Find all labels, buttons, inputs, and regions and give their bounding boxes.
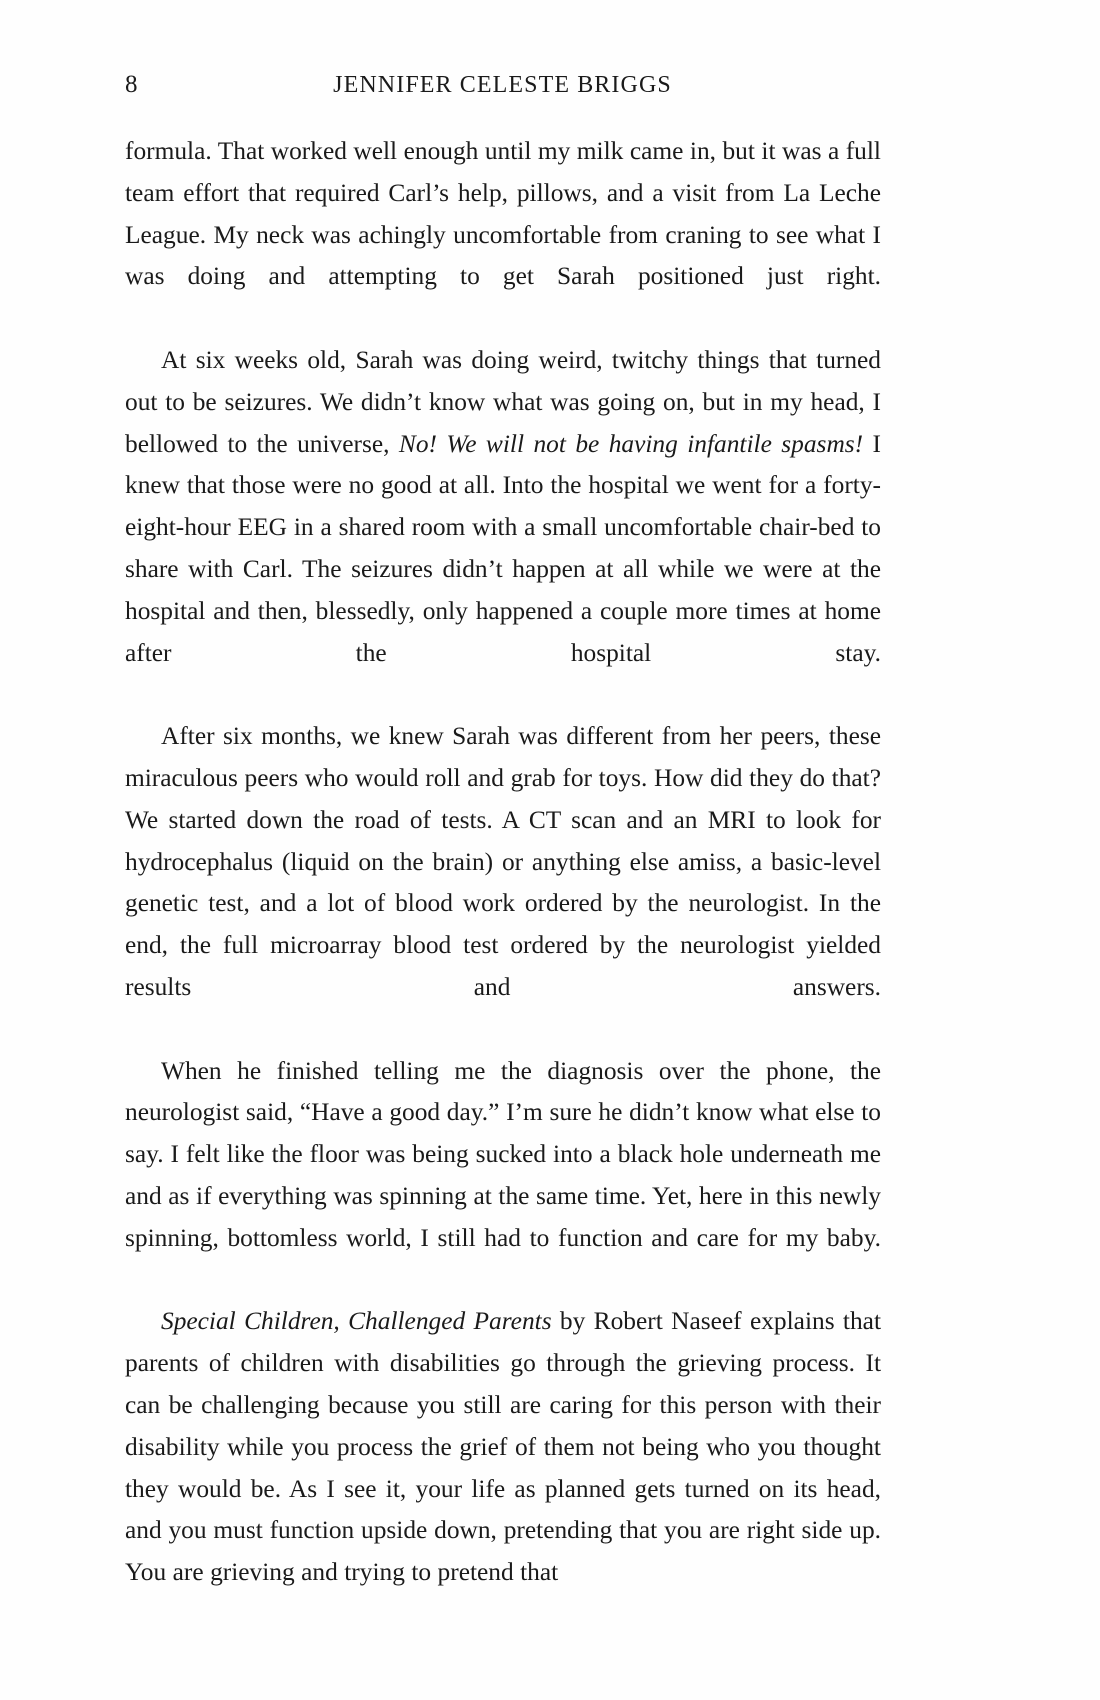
paragraph-4 — [125, 1051, 881, 1302]
paragraph-3 — [125, 716, 881, 1050]
running-head-title: JENNIFER CELESTE BRIGGS — [333, 72, 672, 98]
paragraph-1-text: formula. That worked well enough until my milk came in, but it was a full team effort that required Carl’s help, pillows, and a visit from La Leche League. My neck was achingly uncomfortable from craning to see what I was doing and attempting to get Sarah positioned just right. — [125, 137, 881, 291]
paragraph-1 — [125, 131, 881, 340]
paragraph-3-text: After six months, we knew Sarah was different from her peers, these miraculous peers who would roll and grab for toys. How did they do that? We started down the road of tests. A CT scan and an MRI to look for hydrocephalus (liquid on the brain) or anything else amiss, a basic-level genetic test, and a lot of blood work ordered by the neurologist. In the end, the full microarray blood test ordered by the neurologist yielded results and answers. — [125, 722, 881, 1001]
paragraph-5-run-2: by Robert Naseef explains that parents of children with disabilities go through the grieving process. It can be challenging because you still are caring for this person with their disability while you process the grief of them not being who you thought they would be. As I see it, your life as planned gets turned on its head, and you must function upside down, pretending that you are right side up. You are grieving and trying to pretend that — [125, 1307, 881, 1587]
page-number: 8 — [125, 71, 138, 98]
paragraph-5 — [125, 1301, 881, 1594]
body-text-block — [125, 131, 881, 1594]
paragraph-2-run-2: I knew that those were no good at all. Into the hospital we went for a forty-eight-hour EEG in a shared room with a small uncomfortable chair-bed to share with Carl. The seizures didn’t happen at all while we were at the hospital and then, blessedly, only happened a couple more times at home after the hospital stay. — [125, 429, 882, 667]
paragraph-2 — [125, 340, 881, 716]
paragraph-2-run-1: At six weeks old, Sarah was doing weird, twitchy things that turned out to be seizures. We didn’t know what was going on, but in my head, I bellowed to the universe, — [125, 345, 881, 458]
paragraph-2-italic-exclamation: No! We will not be having infantile spasms! — [398, 429, 864, 458]
paragraph-4-text: When he finished telling me the diagnosis over the phone, the neurologist said, “Have a good day.” I’m sure he didn’t know what else to say. I felt like the floor was being sucked into a black hole underneath me and as if everything was spinning at the same time. Yet, here in this newly spinning, bottomless world, I still had to function and care for my baby. — [125, 1056, 881, 1252]
running-head — [125, 68, 880, 102]
paragraph-5-italic-book-title: Special Children, Challenged Parents — [161, 1307, 552, 1336]
